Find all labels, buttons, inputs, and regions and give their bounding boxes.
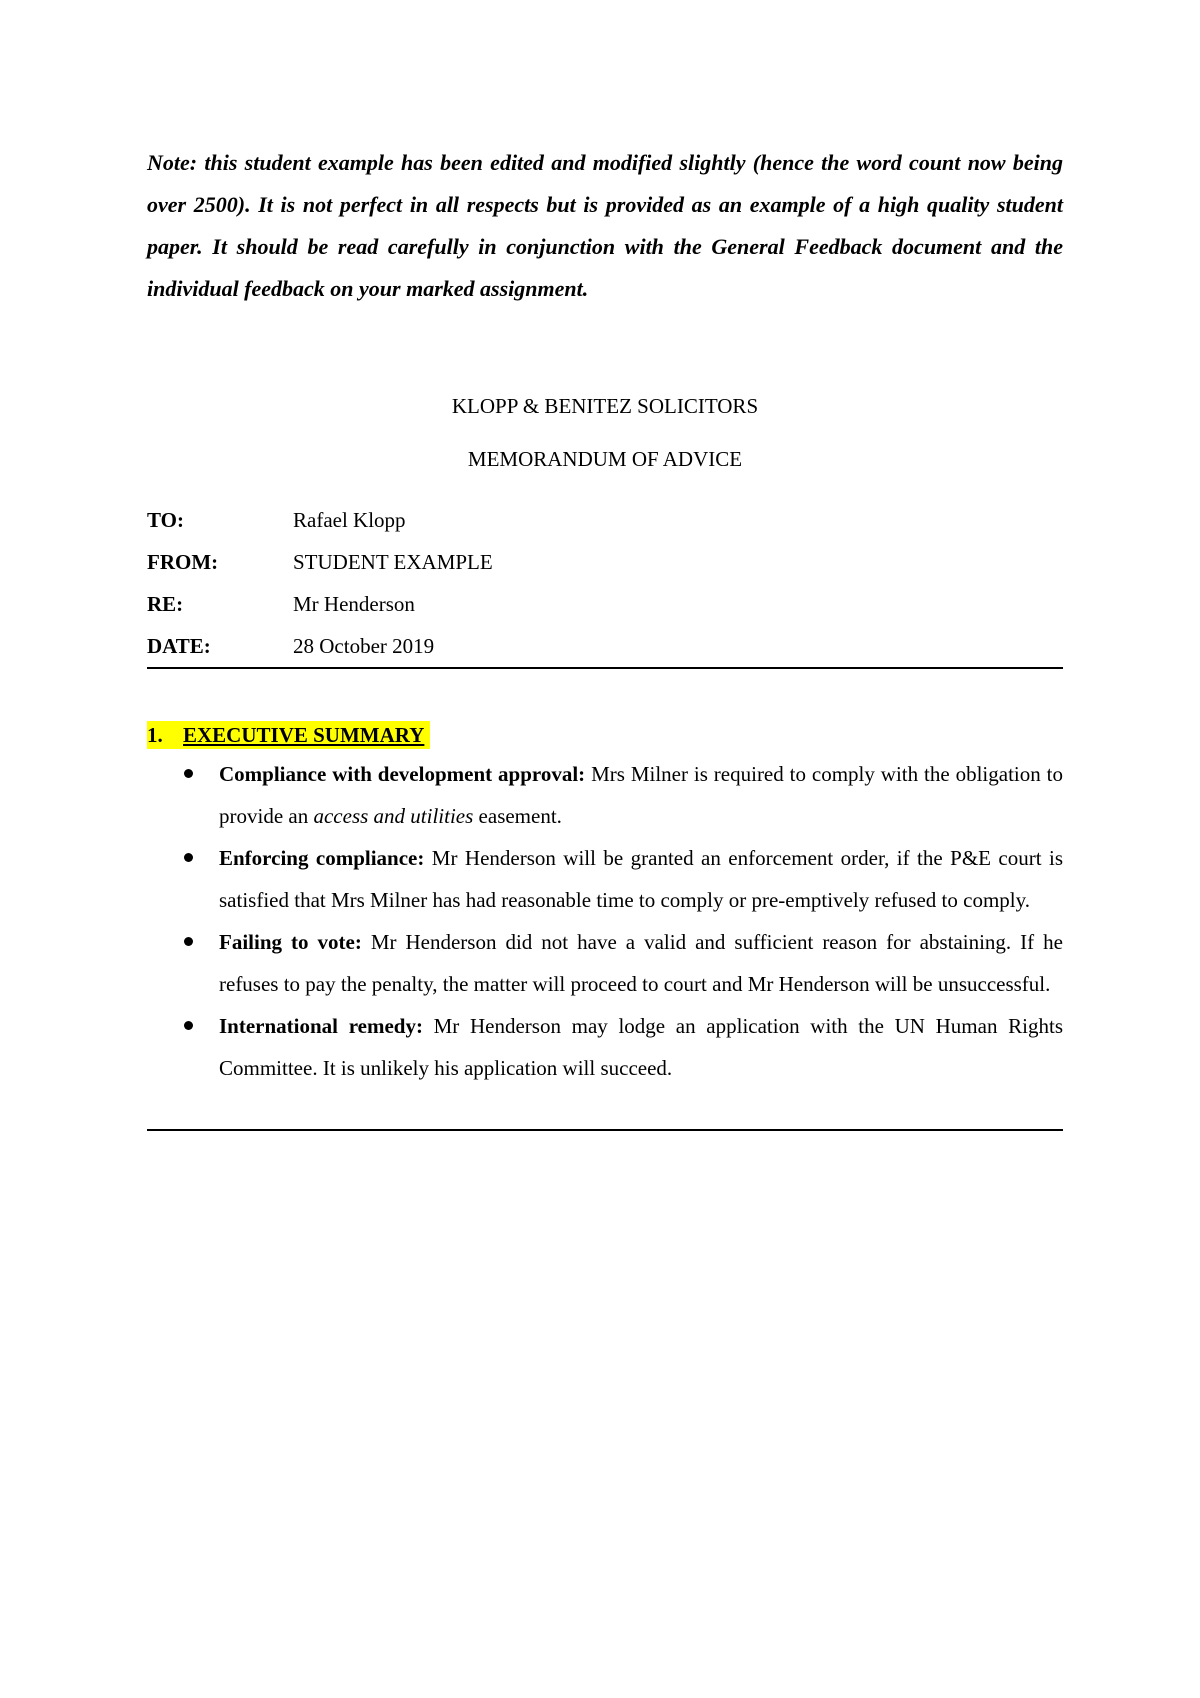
bullet-icon	[147, 753, 219, 837]
date-value: 28 October 2019	[293, 633, 435, 658]
section-heading	[147, 721, 1063, 749]
header-row-to	[147, 499, 1063, 541]
bullet-text	[219, 1005, 1063, 1089]
bullet-text	[219, 753, 1063, 837]
header-divider	[147, 667, 1063, 669]
bullet-icon	[147, 921, 219, 1005]
bullet-lead: International remedy:	[219, 1014, 423, 1038]
bullet-lead: Failing to vote:	[219, 930, 362, 954]
bullet-body: Mr Henderson did not have a valid and sufficient reason for abstaining. If he refuses to pay the penalty, the matter will proceed to court and Mr Henderson will be unsuccessful.	[219, 930, 1063, 996]
memo-header	[147, 499, 1063, 667]
bullet-icon	[147, 1005, 219, 1089]
bullet-body: Mrs Milner is required to comply with the obligation to provide an	[219, 762, 1063, 828]
list-item	[147, 753, 1063, 837]
from-label: FROM:	[147, 549, 219, 574]
bullet-lead: Enforcing compliance:	[219, 846, 425, 870]
list-item	[147, 921, 1063, 1005]
bullet-body-end: easement.	[473, 804, 562, 828]
bullet-icon	[147, 837, 219, 921]
bullet-lead: Compliance with development approval:	[219, 762, 586, 786]
section-title: EXECUTIVE SUMMARY	[183, 723, 425, 747]
section-heading-highlight	[147, 721, 430, 749]
firm-name: KLOPP & BENITEZ SOLICITORS	[451, 394, 759, 418]
re-value: Mr Henderson	[293, 591, 415, 616]
bullet-body: Mr Henderson may lodge an application with the UN Human Rights Committee. It is unlikely his application will succeed.	[219, 1014, 1063, 1080]
bullet-text	[219, 837, 1063, 921]
section-divider	[147, 1129, 1063, 1131]
document-content	[147, 142, 1063, 1131]
header-row-from	[147, 541, 1063, 583]
bullet-italic: access and utilities	[313, 804, 474, 828]
list-item	[147, 837, 1063, 921]
section-number: 1.	[147, 723, 163, 747]
re-label: RE:	[147, 591, 184, 616]
editorial-note: Note: this student example has been edited and modified slightly (hence the word count now being over 2500). It is not perfect in all respects but is provided as an example of a high quality student paper. It should be read carefully in conjunction with the General Feedback document and the individual feedback on your marked assignment.	[147, 150, 1063, 301]
list-item	[147, 1005, 1063, 1089]
memo-title: MEMORANDUM OF ADVICE	[467, 447, 743, 471]
to-label: TO:	[147, 507, 184, 532]
header-row-date	[147, 625, 1063, 667]
date-label: DATE:	[147, 633, 211, 658]
bullet-body: Mr Henderson will be granted an enforcement order, if the P&E court is satisfied that Mrs Milner has had reasonable time to comply or pre-emptively refused to comply.	[219, 846, 1063, 912]
header-row-re	[147, 583, 1063, 625]
to-value: Rafael Klopp	[293, 507, 406, 532]
summary-list	[147, 753, 1063, 1089]
from-value: STUDENT EXAMPLE	[293, 549, 493, 574]
bullet-text	[219, 921, 1063, 1005]
